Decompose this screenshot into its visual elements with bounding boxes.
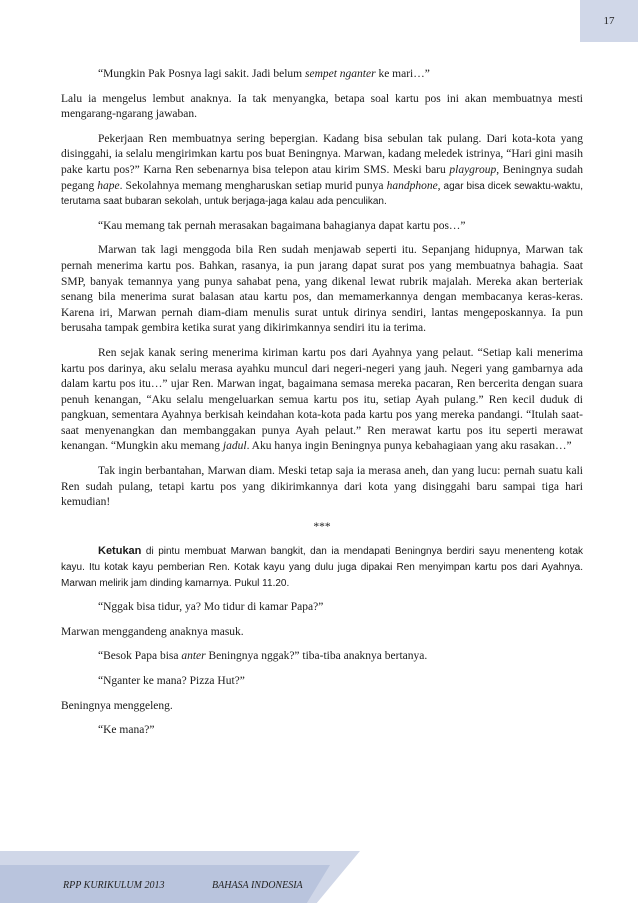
text-run: di pintu membuat Marwan bangkit, dan ia mendapati Beningnya berdiri sayu menenteng kotak kayu. Itu kotak kayu pemberian Ren. Kotak kayu yang dulu juga dipakai Ren menyimpan kartu pos dari Ayahnya. Marwan melirik jam dinding kamarnya. Pukul 11.20.: [61, 546, 583, 589]
paragraph: [61, 132, 583, 210]
document-body: [61, 67, 583, 748]
section-separator: [61, 520, 583, 536]
paragraph: [61, 92, 583, 123]
paragraph: [61, 243, 583, 337]
paragraph: [61, 464, 583, 511]
text-run: “Mungkin Pak Posnya lagi sakit. Jadi belum: [98, 68, 305, 80]
text-run: playgroup: [449, 163, 497, 176]
text-run: . Sekolahnya memang mengharuskan setiap murid punya: [119, 179, 387, 192]
page-number: 17: [603, 15, 615, 27]
text-run: “Kau memang tak pernah merasakan bagaimana bahagianya dapat kartu pos…”: [98, 219, 466, 232]
paragraph: [61, 219, 583, 235]
text-run: Tak ingin berbantahan, Marwan diam. Meski tetap saja ia merasa aneh, dan yang lucu: pernah suatu kali Ren sudah pulang, tetapi kartu pos yang dikirimkannya dari kota yang disinggahi baru sampai tiga hari kemudian!: [61, 465, 583, 509]
text-run: , Beningnya sudah pegang: [61, 163, 583, 192]
text-run: anter: [181, 650, 206, 663]
paragraph: [61, 67, 583, 83]
text-run: Ren sejak kanak sering menerima kiriman kartu pos dari Ayahnya yang pelaut. “Setiap kali menerima kartu pos darinya, aku selalu merasa ayahku muncul dari negeri-negeri yang jauh. Negeri yang gambarnya ada dalam kartu pos itu…” ujar Ren. Marwan ingat, bagaimana semasa mereka pacaran, Ren bercerita dengan suara penuh kenangan, “Aku selalu mengeluarkan semua kartu pos itu, setiap Ayah pulang.” Ren kecil duduk di pangkuan, sementara Ayahnya berkisah keindahan kota-kota pada kartu pos yang mereka pandangi. “Itulah saat-saat menyenangkan dan membanggakan punya Ayah pelaut.” Ren merawat kartu pos itu seperti merawat kenangan. “Mungkin aku memang: [61, 346, 583, 453]
text-run: Beningnya menggeleng.: [61, 699, 173, 712]
text-run: Ketukan: [98, 545, 142, 558]
text-run: “Nganter ke mana? Pizza Hut?”: [98, 675, 245, 687]
page-number-tab: [580, 0, 638, 42]
text-run: agar bisa dicek sewaktu-waktu, terutama saat bubaran sekolah, untuk berjaga-jaga kalau ada penculikan.: [61, 180, 583, 208]
paragraph: [61, 625, 583, 641]
text-run: Marwan tak lagi menggoda bila Ren sudah menjawab seperti itu. Sepanjang hidupnya, Marwan tak pernah menerima kartu pos. Bahkan, rasanya, ia pun jarang dapat surat pos yang membuatnya bahagia. Saat SMP, banyak temannya yang punya sahabat pena, yang dikenal lewat rubrik majalah. Mereka akan berteriak senang bila menerima surat balasan atau kartu pos, dan memamerkannya dengan membacanya keras-keras. Karena iri, Marwan pernah diam-diam menulis surat untuk dirinya sendiri, lantas mengeposkannya. Ia pun berusaha tampak gembira ketika surat yang dikirimkannya sendiri itu ia terima.: [61, 244, 583, 335]
text-run: Beningnya nggak?” tiba-tiba anaknya bertanya.: [205, 650, 428, 663]
paragraph: [61, 600, 583, 616]
text-run: sempet nganter: [304, 68, 376, 80]
text-run: Pekerjaan Ren membuatnya sering bepergian. Kadang bisa sebulan tak pulang. Dari kota-kota yang disinggahi, ia selalu mengirimkan kartu pos buat Beningnya. Marwan, kadang meledek istrinya, “Hari gini masih pake kartu pos?” Karna Ren sebenarnya bisa telepon atau kirim SMS. Meski baru: [61, 132, 583, 176]
text-run: Lalu ia mengelus lembut anaknya. Ia tak menyangka, betapa soal kartu pos ini akan membuatnya mesti mengarang-ngarang jawaban.: [61, 92, 583, 121]
text-run: ke mari…”: [375, 68, 430, 80]
paragraph: [61, 723, 583, 739]
text-run: . Aku hanya ingin Beningnya punya kebahagiaan yang aku rasakan…”: [246, 440, 572, 453]
paragraph: [61, 544, 583, 591]
paragraph: [61, 346, 583, 455]
text-run: jadul: [222, 440, 247, 453]
text-run: Marwan menggandeng anaknya masuk.: [61, 625, 244, 638]
text-run: “Ke mana?”: [98, 724, 155, 737]
text-run: “Besok Papa bisa: [98, 650, 182, 663]
paragraph: [61, 674, 583, 690]
text-run: handphone,: [386, 179, 441, 192]
text-run: ***: [313, 520, 331, 533]
text-run: hape: [97, 179, 120, 192]
footer-left-label: RPP KURIKULUM 2013: [63, 880, 165, 891]
paragraph: [61, 649, 583, 665]
paragraph: [61, 699, 583, 715]
footer-right-label: BAHASA INDONESIA: [212, 880, 303, 891]
text-run: “Nggak bisa tidur, ya? Mo tidur di kamar Papa?”: [98, 601, 324, 614]
